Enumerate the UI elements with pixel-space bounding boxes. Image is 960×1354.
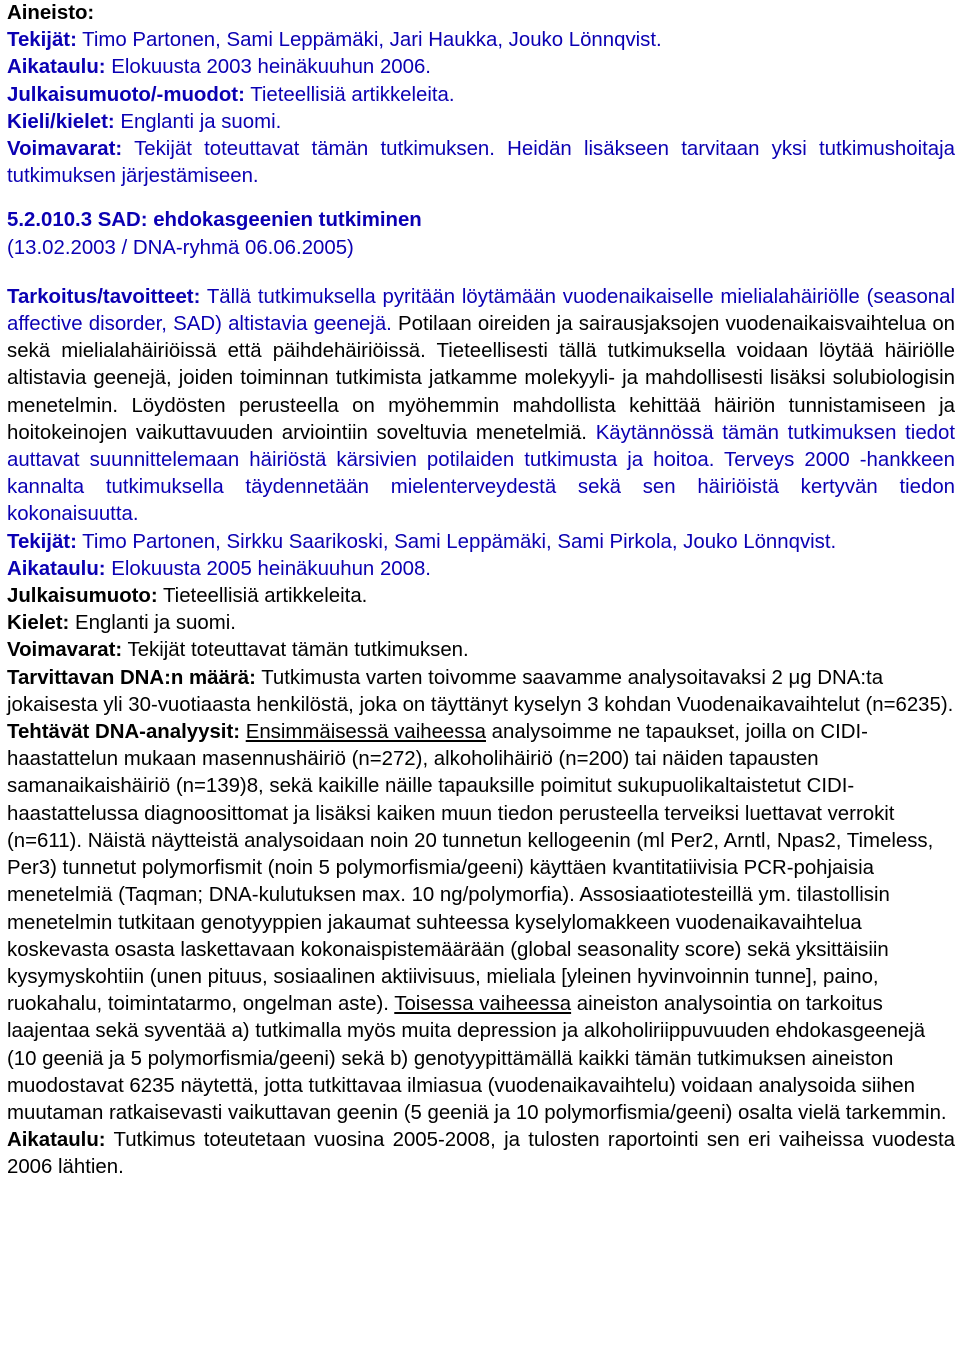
aineisto-aikataulu	[7, 54, 955, 81]
tehtavat-underline-2: Toisessa vaiheessa	[394, 993, 572, 1016]
voimavarat-value: Tekijät toteuttavat tämän tutkimuksen.	[127, 639, 469, 662]
tekijat-paragraph	[7, 529, 955, 556]
aikataulu2-paragraph	[7, 1127, 955, 1181]
tehtavat-text-3: Assosiaatiotesteillä ym. tilastollisin menetelmin tutkitaan genotyyppien jakaumat suhteessa kyselylomakkeen vuodenaikavaihtelua koskevasta osasta laskettavaan kokonaispistemäärään (global seasonality score) sekä yksittäisiin kysymyskohtiin (unen pituus, sosiaalinen aktiivisuus, mieliala [yleinen hyvinvoinnin tunne], paino, ruokahalu, toimintatarmo, ongelman aste).	[7, 884, 890, 1016]
dna-value: Tutkimusta varten toivomme saavamme analysoitavaksi 2 μg DNA:ta jokaisesta yli 30-vuotiaasta henkilöstä, joka on täyttänyt kyselyn 3 kohdan Vuodenaikavaihtelut (n=6235).	[7, 666, 954, 716]
aineisto-heading: Aineisto:	[7, 2, 95, 24]
aineisto-tekijat	[7, 27, 955, 54]
aikataulu-value: Elokuusta 2005 heinäkuuhun 2008.	[111, 557, 431, 580]
aineisto-aikataulu-value: Elokuusta 2003 heinäkuuhun 2006.	[111, 56, 431, 79]
aineisto-julkaisumuoto-value: Tieteellisiä artikkeleita.	[250, 83, 455, 106]
voimavarat-paragraph	[7, 637, 955, 664]
tarkoitus-part1: Tällä tutkimuksella pyritään löytämään vuodenaikaiselle mielialahäiriölle (seasonal affective disorder, SAD) altistavia geenejä.	[7, 285, 955, 336]
aineisto-julkaisumuoto	[7, 82, 955, 109]
julkaisumuoto-value: Tieteellisiä artikkeleita.	[162, 585, 368, 608]
tarkoitus-label: Tarkoitus/tavoitteet:	[7, 285, 201, 308]
aineisto-voimavarat-value: Tekijät toteuttavat tämän tutkimuksen. Heidän lisäkseen tarvitaan yksi tutkimushoitaja tutkimuksen järjestämiseen.	[7, 138, 955, 188]
aineisto-tekijat-label: Tekijät:	[7, 29, 77, 52]
aikataulu-label: Aikataulu:	[7, 557, 106, 580]
aikataulu-paragraph	[7, 556, 955, 583]
tarkoitus-part2: Potilaan oireiden ja sairausjaksojen vuodenaikaisvaihtelua on sekä mielialahäiriöissä että päihdehäiriöissä. Tieteellisesti tällä tutkimuksella voidaan löytää häiriölle altistavia geenejä, joiden toiminnan tutkimista jatkamme molekyyli- ja mahdollisesti lisäksi solubiologisin menetelmin. Löydösten perusteella on myöhemmin mahdollista kehittää häiriön tunnistamiseen ja hoitokeinojen vaikuttavuuden arviointiin soveltuvia menetelmiä.	[7, 313, 955, 444]
dna-paragraph	[7, 665, 955, 719]
kielet-paragraph	[7, 610, 955, 637]
aineisto-voimavarat	[7, 136, 955, 190]
tarkoitus-paragraph	[7, 284, 955, 529]
julkaisumuoto-label: Julkaisumuoto:	[7, 585, 158, 608]
voimavarat-label: Voimavarat:	[7, 639, 123, 662]
spacer	[7, 190, 955, 207]
kielet-label: Kielet:	[7, 612, 70, 635]
tehtavat-underline-1: Ensimmäisessä vaiheessa	[245, 721, 486, 744]
aineisto-julkaisumuoto-label: Julkaisumuoto/-muodot:	[7, 83, 245, 106]
kielet-value: Englanti ja suomi.	[75, 612, 236, 635]
aineisto-kieli-label: Kieli/kielet:	[7, 110, 115, 133]
aineisto-tekijat-value: Timo Partonen, Sami Leppämäki, Jari Haukka, Jouko Lönnqvist.	[82, 29, 662, 52]
tekijat-label: Tekijät:	[7, 530, 77, 553]
tehtavat-text-4: aineiston analysointia on tarkoitus laajentaa sekä syventää a) tutkimalla myös muita depression ja alkoholiriippuvuuden ehdokasgeenejä (10 geeniä ja 5 polymorfismia/geeni) sekä b) genotyypittämällä kaikki tämän tutkimuksen aineiston muodostavat 6235 näytettä, jotta tutkittavaa ilmiasua (vuodenaikavaihtelu) voidaan analysoida siihen muutaman ratkaisevasti vaikuttavan geenin (5 geeniä ja 10 polymorfismia/geeni) osalta vielä tarkemmin.	[7, 993, 947, 1124]
aineisto-aikataulu-label: Aikataulu:	[7, 56, 106, 79]
aineisto-voimavarat-label: Voimavarat:	[7, 138, 123, 161]
aineisto-kieli	[7, 109, 955, 136]
tekijat-value: Timo Partonen, Sirkku Saarikoski, Sami Leppämäki, Sami Pirkola, Jouko Lönnqvist.	[82, 530, 837, 553]
spacer	[7, 262, 955, 284]
aikataulu2-label: Aikataulu:	[7, 1129, 106, 1152]
tehtavat-text-2: Näistä näytteistä analysoidaan noin 20 tunnetun kellogeenin (ml Per2, Arntl, Npas2, Timeless, Per3) tunnetut polymorfismit (noin 5 polymorfismia/geeni) käyttäen kvantitatiivisia PCR-pohjaisia menetelmiä (Taqman; DNA-kulutuksen max. 10 ng/polymorfia).	[7, 829, 934, 907]
dna-label: Tarvittavan DNA:n määrä:	[7, 666, 256, 689]
aikataulu2-value: Tutkimus toteutetaan vuosina 2005-2008, ja tulosten raportointi sen eri vaiheissa vuodesta 2006 lähtien.	[7, 1129, 956, 1179]
tehtavat-label: Tehtävät DNA-analyysit:	[7, 721, 241, 744]
tarkoitus-part3: Käytännössä tämän tutkimuksen tiedot auttavat suunnittelemaan häiriöstä kärsivien potilaiden tutkimusta ja hoitoa. Terveys 2000 -hankkeen kannalta tutkimuksella täydennetään mielenterveydestä sekä sen häiriöistä kertyvän tiedon kokonaisuutta.	[7, 421, 955, 526]
section-title: 5.2.010.3 SAD: ehdokasgeenien tutkiminen	[7, 209, 422, 232]
section-subtitle: (13.02.2003 / DNA-ryhmä 06.06.2005)	[7, 236, 354, 259]
aineisto-kieli-value: Englanti ja suomi.	[120, 110, 282, 133]
tehtavat-paragraph	[7, 719, 955, 1127]
julkaisumuoto-paragraph	[7, 583, 955, 610]
tehtavat-text-1: analysoimme ne tapaukset, joilla on CIDI-haastattelun mukaan masennushäiriö (n=272), alkoholihäiriö (n=200) tai näiden tapausten samanaikaishäiriö (n=139)8, sekä kaikille näille tapauksille poimitut sukupuolikaltaistetut CIDI-haastattelussa diagnoosittomat ja lisäksi kaiken muun tiedon perusteella terveiksi luettavat verrokit (n=611).	[7, 721, 895, 852]
